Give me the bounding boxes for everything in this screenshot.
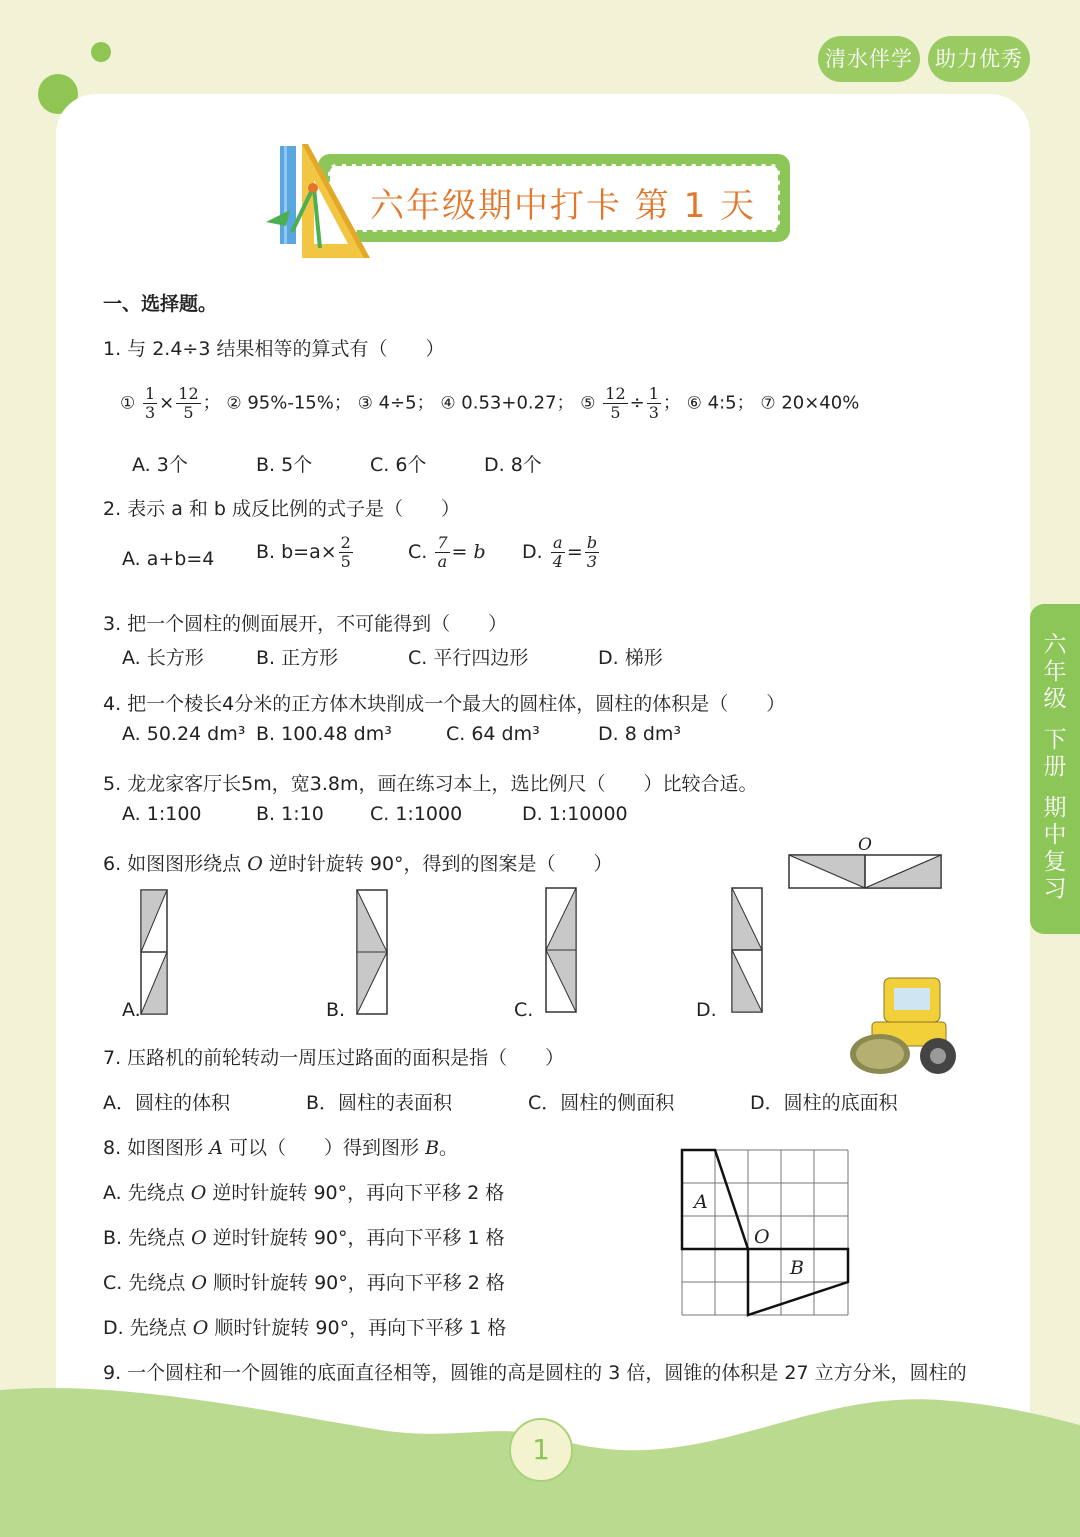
q7-option: D．圆柱的底面积 xyxy=(750,1092,898,1114)
page-number: 1 xyxy=(509,1418,573,1482)
svg-text:A: A xyxy=(694,1191,708,1213)
page-title: 六年级期中打卡 第 1 天 xyxy=(370,186,757,226)
q6-figure-a xyxy=(140,889,170,1017)
q5-option: D. 1:10000 xyxy=(522,803,628,825)
q1-option: A. 3个 xyxy=(132,454,188,476)
q8-grid-figure xyxy=(680,1148,852,1320)
badge-zhuli: 助力优秀 xyxy=(928,36,1030,82)
q2-option-c: C. $\frac{7}{a}$ = b xyxy=(408,533,486,571)
q3-stem: 3. 把一个圆柱的侧面展开，不可能得到（ ） xyxy=(103,613,508,635)
q6-option-a: A. xyxy=(122,999,141,1021)
q6-figure-b xyxy=(356,889,390,1017)
tab-char: 级 xyxy=(1043,686,1067,712)
svg-text:O: O xyxy=(858,835,872,855)
q3-option: A. 长方形 xyxy=(122,647,204,669)
q8-option: A. 先绕点 O 逆时针旋转 90°，再向下平移 2 格 xyxy=(103,1182,505,1204)
q2-option-b: B. b=a× $\frac{2}{5}$ xyxy=(256,533,351,571)
q4-stem: 4. 把一个棱长4分米的正方体木块削成一个最大的圆柱体，圆柱的体积是（ ） xyxy=(103,693,786,715)
q8-option: D. 先绕点 O 顺时针旋转 90°，再向下平移 1 格 xyxy=(103,1317,507,1339)
q8-option: B. 先绕点 O 逆时针旋转 90°，再向下平移 1 格 xyxy=(103,1227,505,1249)
tab-char: 中 xyxy=(1043,822,1067,848)
decor-dot-small xyxy=(91,42,111,62)
q6-option-b: B. xyxy=(326,999,346,1021)
ruler-triangle-icon xyxy=(262,140,382,266)
tab-char: 下 xyxy=(1043,727,1067,753)
q5-option: C. 1:1000 xyxy=(370,803,463,825)
q7-option: A．圆柱的体积 xyxy=(103,1092,230,1114)
title-banner xyxy=(318,154,790,242)
q6-original-figure xyxy=(786,832,944,892)
q1-option: D. 8个 xyxy=(484,454,542,476)
q8-stem: 8. 如图图形 A 可以（ ）得到图形 B。 xyxy=(103,1137,459,1159)
q1-option: B. 5个 xyxy=(256,454,313,476)
q7-stem: 7. 压路机的前轮转动一周压过路面的面积是指（ ） xyxy=(103,1047,565,1069)
q1-stem: 1. 与 2.4÷3 结果相等的算式有（ ） xyxy=(103,338,445,360)
tab-char: 册 xyxy=(1043,754,1067,780)
tab-char: 期 xyxy=(1043,795,1067,821)
q5-option: A. 1:100 xyxy=(122,803,202,825)
q7-option: C．圆柱的侧面积 xyxy=(528,1092,675,1114)
q6-stem: 6. 如图图形绕点 O 逆时针旋转 90°，得到的图案是（ ） xyxy=(103,853,613,875)
q4-option: A. 50.24 dm³ xyxy=(122,723,246,745)
section-heading: 一、选择题。 xyxy=(103,293,218,315)
svg-text:B: B xyxy=(790,1257,804,1279)
tab-char: 习 xyxy=(1043,876,1067,902)
q6-option-d: D. xyxy=(696,999,717,1021)
svg-text:O: O xyxy=(754,1226,770,1248)
q6-option-c: C. xyxy=(514,999,534,1021)
side-tab xyxy=(1030,604,1080,934)
q2-option-a: A. a+b=4 xyxy=(122,548,215,570)
q4-option: C. 64 dm³ xyxy=(446,723,540,745)
q2-stem: 2. 表示 a 和 b 成反比例的式子是（ ） xyxy=(103,498,461,520)
q1-option: C. 6个 xyxy=(370,454,427,476)
q4-option: D. 8 dm³ xyxy=(598,723,682,745)
q5-stem: 5. 龙龙家客厅长5m，宽3.8m，画在练习本上，选比例尺（ ）比较合适。 xyxy=(103,773,758,795)
tab-char: 六 xyxy=(1043,632,1067,658)
q4-option: B. 100.48 dm³ xyxy=(256,723,392,745)
q6-figure-d xyxy=(730,886,766,1016)
q7-option: B．圆柱的表面积 xyxy=(306,1092,453,1114)
q2-option-d: D. $\frac{a}{4}$ = $\frac{b}{3}$ xyxy=(522,533,598,571)
tab-char: 复 xyxy=(1043,849,1067,875)
road-roller-icon xyxy=(844,970,964,1082)
q5-option: B. 1:10 xyxy=(256,803,324,825)
q3-option: C. 平行四边形 xyxy=(408,647,529,669)
q8-option: C. 先绕点 O 顺时针旋转 90°，再向下平移 2 格 xyxy=(103,1272,505,1294)
q1-expressions: ① $\frac{1}{3}$ × $\frac{12}{5}$ ； ② 95%-15%； ③ 4÷5； ④ 0.53+0.27； ⑤ $\frac{12}{5}$ ÷ $\frac{1}{3}$ ； ⑥ 4:5； ⑦ 20×40% xyxy=(120,384,860,422)
q3-option: D. 梯形 xyxy=(598,647,663,669)
q6-figure-c xyxy=(544,886,580,1016)
tab-char: 年 xyxy=(1043,659,1067,685)
q3-option: B. 正方形 xyxy=(256,647,339,669)
badge-qingshui: 清水伴学 xyxy=(818,36,920,82)
q9-stem: 9. 一个圆柱和一个圆锥的底面直径相等，圆锥的高是圆柱的 3 倍，圆锥的体积是 27 立方分米，圆柱的 xyxy=(103,1362,967,1384)
